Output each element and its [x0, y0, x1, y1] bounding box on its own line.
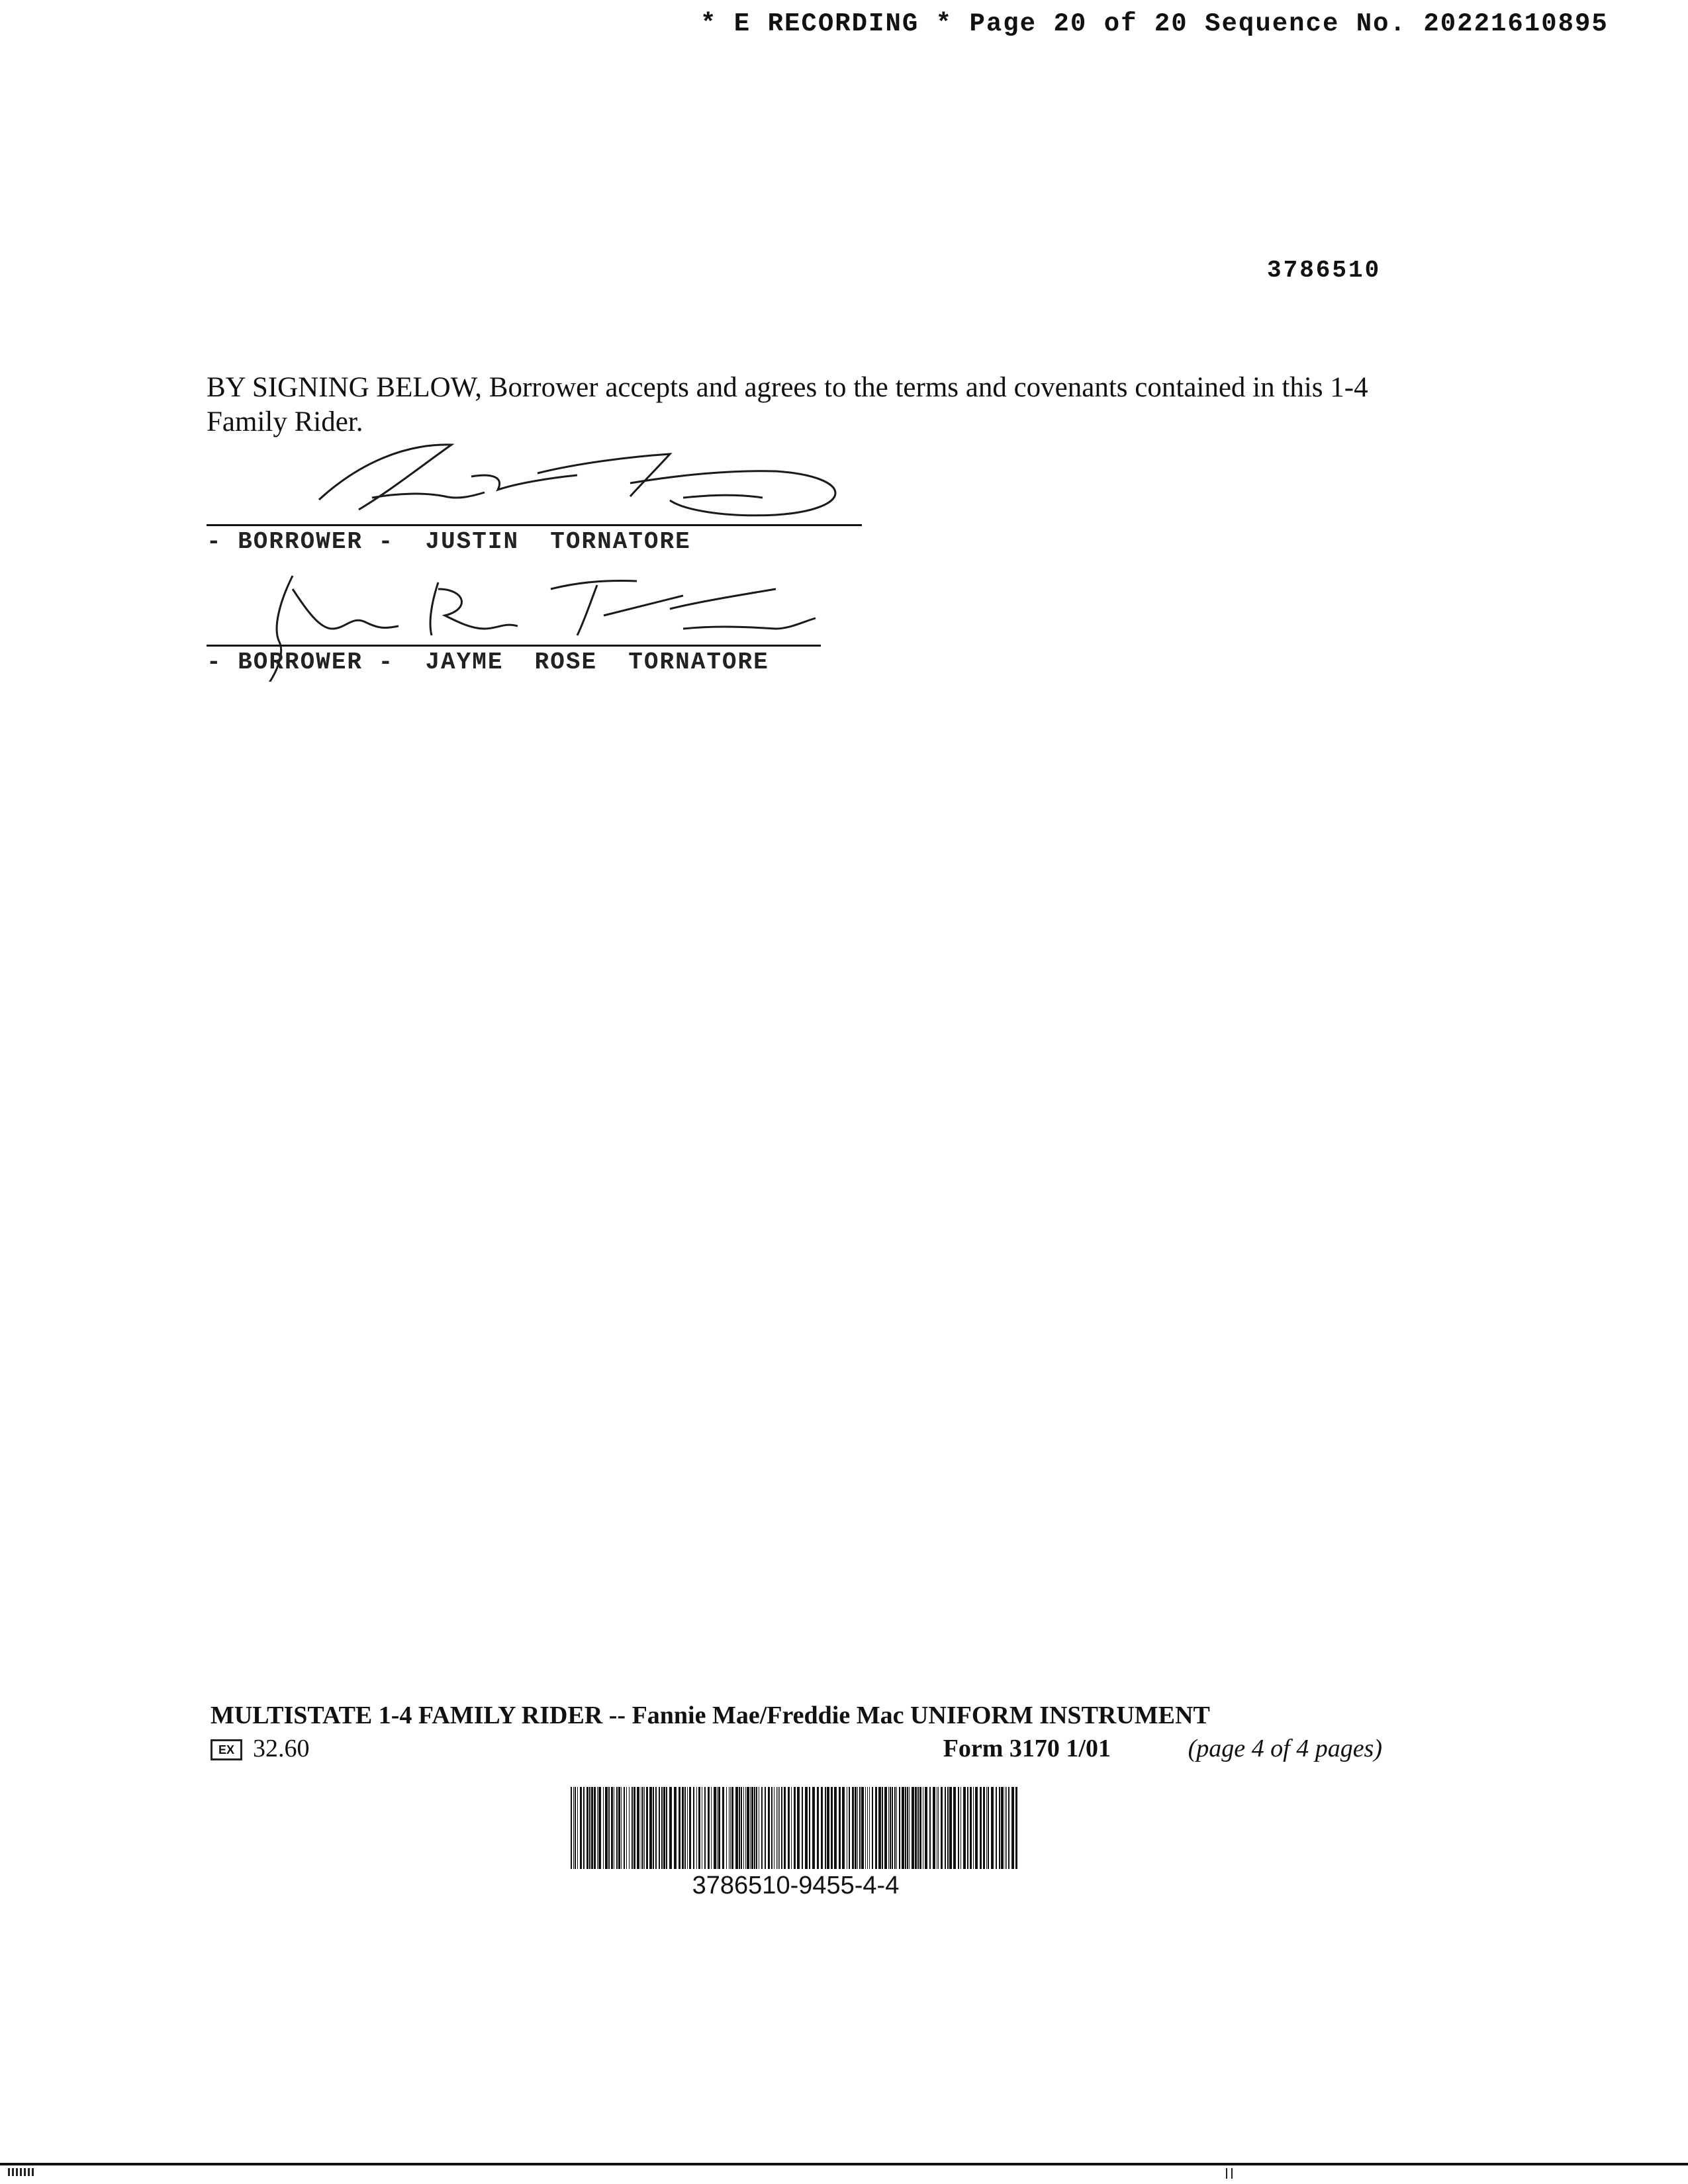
barcode-bar [867, 1787, 868, 1869]
barcode-bar [745, 1787, 746, 1869]
barcode-bar [674, 1787, 677, 1869]
barcode-bar [905, 1787, 906, 1869]
scan-tick [1226, 2168, 1233, 2179]
barcode-bar [768, 1787, 770, 1869]
barcode-bar [912, 1787, 914, 1869]
barcode-bar [896, 1787, 897, 1869]
barcode-bar [1011, 1787, 1014, 1869]
barcode-bar [970, 1787, 972, 1869]
barcode-bar [616, 1787, 618, 1869]
barcode-bar [591, 1787, 593, 1869]
signature-caption-jayme: - BORROWER - JAYME ROSE TORNATORE [207, 649, 769, 676]
barcode-bar [872, 1787, 873, 1869]
barcode-bar [861, 1787, 864, 1869]
barcode-bar [852, 1787, 854, 1869]
barcode-bar [626, 1787, 627, 1869]
barcode-bar [983, 1787, 985, 1869]
barcode-bar [679, 1787, 680, 1869]
barcode-bar [929, 1787, 931, 1869]
barcode-bar [653, 1787, 654, 1869]
barcode-bar [589, 1787, 590, 1869]
barcode-bar [933, 1787, 935, 1869]
barcode-bar [741, 1787, 742, 1869]
barcode-bar [708, 1787, 710, 1869]
barcode-bar [865, 1787, 866, 1869]
scan-mark [8, 2168, 34, 2176]
barcode-bar [909, 1787, 910, 1869]
barcode-bar [722, 1787, 724, 1869]
barcode-bar [655, 1787, 657, 1869]
barcode-bar [704, 1787, 706, 1869]
barcode-bar [1005, 1787, 1006, 1869]
barcode-bar [575, 1787, 576, 1869]
barcode-bar [765, 1787, 766, 1869]
barcode-bar [890, 1787, 891, 1869]
page-info: (page 4 of 4 pages) [1188, 1735, 1382, 1762]
barcode-bar [831, 1787, 833, 1869]
barcode-bar [878, 1787, 881, 1869]
barcode-bar [644, 1787, 645, 1869]
barcode-bar [888, 1787, 889, 1869]
barcode-bar [949, 1787, 952, 1869]
barcode-bar [781, 1787, 782, 1869]
barcode-bar [693, 1787, 694, 1869]
barcode-bar [802, 1787, 803, 1869]
barcode-bar [986, 1787, 987, 1869]
signature-block-justin [207, 437, 868, 569]
barcode-bar [661, 1787, 663, 1869]
signature-justin [207, 437, 868, 536]
barcode-bar [925, 1787, 927, 1869]
barcode-bar [821, 1787, 823, 1869]
barcode-bar [573, 1787, 574, 1869]
barcode-bar [711, 1787, 712, 1869]
barcode-bar [730, 1787, 731, 1869]
barcode-bar [1008, 1787, 1009, 1869]
barcode-bar [611, 1787, 613, 1869]
barcode-bar [603, 1787, 604, 1869]
barcode-bar [605, 1787, 608, 1869]
barcode-bar [637, 1787, 639, 1869]
barcode-bar [817, 1787, 819, 1869]
form-number: Form 3170 1/01 [943, 1735, 1111, 1762]
barcode-bar [915, 1787, 917, 1869]
barcode-bar [855, 1787, 857, 1869]
barcode-bar [718, 1787, 720, 1869]
barcode-bar [646, 1787, 648, 1869]
barcode-bar [608, 1787, 610, 1869]
barcode-bar [963, 1787, 966, 1869]
barcode-bar [698, 1787, 700, 1869]
barcode-bar [834, 1787, 837, 1869]
form-code-row [211, 1734, 1382, 1767]
barcode-bar [892, 1787, 893, 1869]
barcode-bar [869, 1787, 870, 1869]
barcode-bar [756, 1787, 757, 1869]
barcode-bar [827, 1787, 829, 1869]
barcode-bar [754, 1787, 755, 1869]
barcode-bar [689, 1787, 691, 1869]
barcode-bar [726, 1787, 727, 1869]
barcode-bar [958, 1787, 959, 1869]
barcode-bar [659, 1787, 660, 1869]
barcode-bar [988, 1787, 989, 1869]
barcode-bar [859, 1787, 861, 1869]
barcode-bar [586, 1787, 588, 1869]
barcode-bar [629, 1787, 630, 1869]
barcode [571, 1787, 1021, 1869]
barcode-bar [784, 1787, 786, 1869]
barcode-bar [618, 1787, 620, 1869]
barcode-bar [941, 1787, 943, 1869]
barcode-bar [669, 1787, 672, 1869]
barcode-bar [666, 1787, 667, 1869]
barcode-bar [849, 1787, 850, 1869]
barcode-bar [779, 1787, 780, 1869]
barcode-bar [743, 1787, 744, 1869]
barcode-bar [684, 1787, 686, 1869]
barcode-bar [882, 1787, 883, 1869]
barcode-bar [687, 1787, 688, 1869]
document-number: 3786510 [1267, 257, 1382, 284]
barcode-bar [791, 1787, 792, 1869]
barcode-bar [805, 1787, 808, 1869]
barcode-bar [594, 1787, 596, 1869]
barcode-bar [571, 1787, 572, 1869]
barcode-bar [1006, 1787, 1007, 1869]
barcode-bar [902, 1787, 904, 1869]
recording-header: * E RECORDING * Page 20 of 20 Sequence No. 20221610895 [700, 9, 1609, 38]
barcode-bar [967, 1787, 968, 1869]
barcode-bar [991, 1787, 994, 1869]
barcode-bar [825, 1787, 826, 1869]
barcode-bar [1015, 1787, 1017, 1869]
barcode-bar [714, 1787, 716, 1869]
barcode-bar [577, 1787, 578, 1869]
barcode-bar [621, 1787, 622, 1869]
barcode-bar [953, 1787, 956, 1869]
barcode-bar [580, 1787, 582, 1869]
barcode-bar [899, 1787, 900, 1869]
barcode-bar [809, 1787, 810, 1869]
barcode-bar [735, 1787, 738, 1869]
barcode-bar [598, 1787, 601, 1869]
signature-block-jayme [207, 563, 868, 695]
barcode-bar [975, 1787, 978, 1869]
barcode-bar [973, 1787, 974, 1869]
barcode-bar [649, 1787, 652, 1869]
barcode-bar [632, 1787, 633, 1869]
barcode-bar [945, 1787, 946, 1869]
barcode-bar [938, 1787, 939, 1869]
barcode-bar [999, 1787, 1000, 1869]
barcode-bar [839, 1787, 841, 1869]
barcode-bar [633, 1787, 635, 1869]
barcode-bar [788, 1787, 790, 1869]
form-title: MULTISTATE 1-4 FAMILY RIDER -- Fannie Mae/Freddie Mac UNIFORM INSTRUMENT [211, 1702, 1210, 1729]
barcode-bar [663, 1787, 665, 1869]
bottom-rule [0, 2163, 1688, 2165]
barcode-bar [731, 1787, 733, 1869]
barcode-bar [980, 1787, 982, 1869]
barcode-bar [696, 1787, 697, 1869]
signature-caption-justin: - BORROWER - JUSTIN TORNATORE [207, 528, 691, 555]
signing-statement: BY SIGNING BELOW, Borrower accepts and agrees to the terms and covenants contained in this 1-4 Family Rider. [207, 372, 1368, 437]
ex-form-icon: EX [211, 1739, 242, 1760]
barcode-bar [717, 1787, 718, 1869]
signature-line [207, 645, 821, 647]
barcode-bar [771, 1787, 773, 1869]
barcode-bar [750, 1787, 751, 1869]
barcode-bar [624, 1787, 625, 1869]
barcode-bar [751, 1787, 753, 1869]
barcode-bar [919, 1787, 921, 1869]
barcode-bar [682, 1787, 684, 1869]
barcode-bar [884, 1787, 887, 1869]
barcode-bar [917, 1787, 919, 1869]
barcode-bar [812, 1787, 815, 1869]
barcode-bar [996, 1787, 997, 1869]
form-code: 32.60 [253, 1735, 310, 1762]
barcode-bar [747, 1787, 749, 1869]
barcode-bar [761, 1787, 763, 1869]
barcode-bar [583, 1787, 585, 1869]
barcode-bar [794, 1787, 796, 1869]
signature-line [207, 524, 862, 526]
barcode-bar [797, 1787, 800, 1869]
barcode-bar [875, 1787, 877, 1869]
barcode-bar [894, 1787, 896, 1869]
barcode-bar [907, 1787, 908, 1869]
barcode-bar [776, 1787, 777, 1869]
barcode-bar [597, 1787, 598, 1869]
barcode-number: 3786510-9455-4-4 [692, 1872, 900, 1899]
barcode-bar [842, 1787, 845, 1869]
barcode-bar [947, 1787, 949, 1869]
barcode-bar [739, 1787, 740, 1869]
barcode-bar [642, 1787, 643, 1869]
barcode-bar [857, 1787, 858, 1869]
barcode-bar [1001, 1787, 1004, 1869]
